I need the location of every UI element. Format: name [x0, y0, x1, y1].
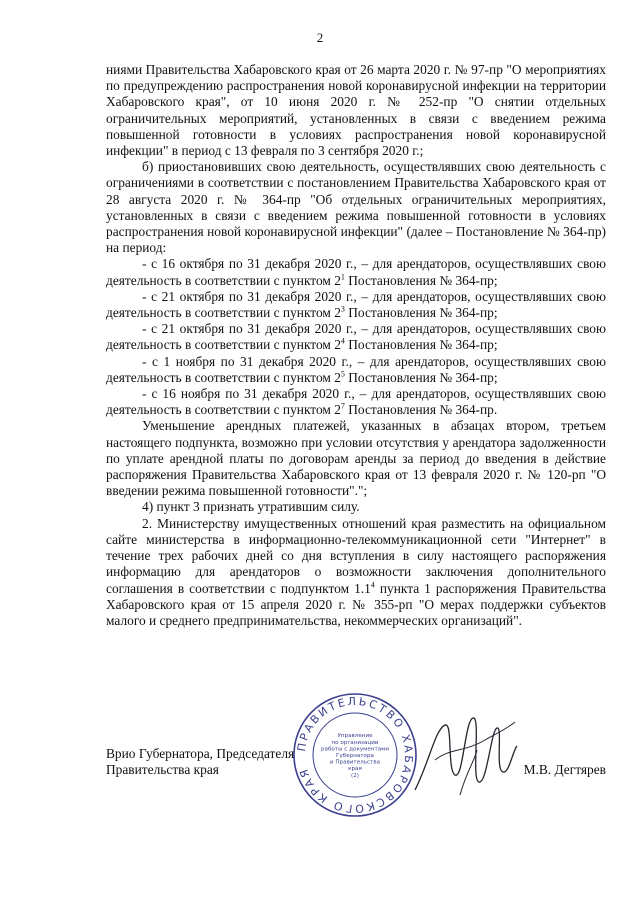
- paragraph-text: - с 21 октября по 31 декабря 2020 г., – для арендаторов, осуществлявших свою деятельность в соответствии с пунктом 2: [106, 321, 606, 353]
- paragraph-text: - с 16 октября по 31 декабря 2020 г., – для арендаторов, осуществлявших свою деятельность в соответствии с пунктом 2: [106, 256, 606, 288]
- handwritten-signature: [405, 700, 525, 810]
- paragraph-text: Уменьшение арендных платежей, указанных в абзацах втором, третьем настоящего подпункта, возможно при условии отсутствия у арендатора задолженности по уплате арендной платы по договорам аренды за период до введения в действие распоряжения Правительства Хабаровского края от 13 февраля 2020 г. № 120-рп "О введении режима повышенной готовности".";: [106, 418, 606, 499]
- paragraph-text: - с 1 ноября по 31 декабря 2020 г., – для арендаторов, осуществлявших свою деятельность в соответствии с пунктом 2: [106, 353, 606, 385]
- paragraph-text: 4) пункт 3 признать утратившим силу.: [142, 499, 360, 515]
- signatory-position-line-2: Правительства края: [106, 762, 219, 777]
- paragraph-text: пункта 1 распоряжения Правительства Хабаровского края от 15 апреля 2020 г. № 355-рп "О мерах поддержки субъектов малого и среднего предпринимательства, некоммерческих организаций".: [106, 580, 606, 628]
- paragraph: [106, 418, 606, 499]
- stamp-center-line: работы с документами: [321, 746, 389, 753]
- paragraph-text: ниями Правительства Хабаровского края от 26 марта 2020 г. № 97-пр "О мероприятиях по предупреждению распространения новой коронавирусной инфекции на территории Хабаровского края", от 10 июня 2020 г. № 252-пр "О снятии отдельных ограничительных мероприятий, установленных в связи с введением режима повышенной готовности в условиях распространения новой коронавирусной инфекции" в период с 13 февраля по 3 сентября 2020 г.;: [106, 62, 606, 159]
- document-body: [106, 62, 606, 629]
- official-stamp: [290, 690, 420, 820]
- paragraph-text: Постановления № 364-пр;: [344, 305, 498, 321]
- signatory-position-line-1: Врио Губернатора, Председателя: [106, 746, 295, 761]
- paragraph: [106, 516, 606, 629]
- paragraph: [106, 62, 606, 159]
- signatory-position: [106, 746, 294, 778]
- stamp-center-line: Губернатора: [336, 753, 374, 759]
- stamp-center-line: (2): [351, 772, 359, 779]
- signatory-name: М.В. Дегтярев: [523, 762, 606, 777]
- page-number: 2: [316, 30, 324, 45]
- superscript: 3: [340, 304, 345, 314]
- paragraph-text: Постановления № 364-пр;: [344, 369, 498, 385]
- paragraph: [106, 289, 606, 321]
- paragraph-text: б) приостановивших свою деятельность, осуществлявших свою деятельность с ограничениями в соответствии с постановлением Правительства Хабаровского края от 28 августа 2020 г. № 364-пр "Об отдельных ограничительных мероприятиях, установленных в связи с введением режима повышенной готовности в условиях распространения новой коронавирусной инфекции" (далее – Постановление № 364-пр) на период:: [106, 159, 606, 256]
- superscript: 5: [340, 369, 345, 379]
- paragraph: [106, 256, 606, 288]
- superscript: 4: [370, 580, 375, 590]
- stamp-ring-text: ПРАВИТЕЛЬСТВО ХАБАРОВСКОГО КРАЯ: [294, 694, 416, 816]
- paragraph-text: - с 21 октября по 31 декабря 2020 г., – для арендаторов, осуществлявших свою деятельность в соответствии с пунктом 2: [106, 288, 606, 321]
- paragraph: [106, 159, 606, 256]
- stamp-center-line: Управление: [337, 733, 373, 740]
- superscript: 1: [340, 272, 345, 282]
- superscript: 7: [340, 401, 345, 411]
- paragraph-text: - с 16 ноября по 31 декабря 2020 г., – для арендаторов, осуществлявших свою деятельность в соответствии с пунктом 2: [106, 386, 606, 418]
- paragraph: [106, 321, 606, 353]
- superscript: 4: [340, 336, 345, 346]
- paragraph: [106, 354, 606, 386]
- paragraph-text: 2. Министерству имущественных отношений края разместить на официальном сайте министерства в информационно-телекоммуникационной сети "Интернет" в течение трех рабочих дней со дня вступления в силу настоящего распоряжения информацию для арендаторов о возможности заключения дополнительного соглашения в соответствии с подпунктом 1.1: [106, 515, 606, 596]
- paragraph-text: Постановления № 364-пр.: [344, 402, 498, 418]
- stamp-center-line: и Правительства: [329, 759, 381, 766]
- paragraph-text: Постановления № 364-пр;: [344, 337, 498, 353]
- paragraph: [106, 499, 606, 515]
- paragraph: [106, 386, 606, 418]
- stamp-center-line: края: [348, 766, 362, 773]
- stamp-center-line: по организации: [331, 739, 379, 746]
- paragraph-text: Постановления № 364-пр;: [344, 272, 498, 288]
